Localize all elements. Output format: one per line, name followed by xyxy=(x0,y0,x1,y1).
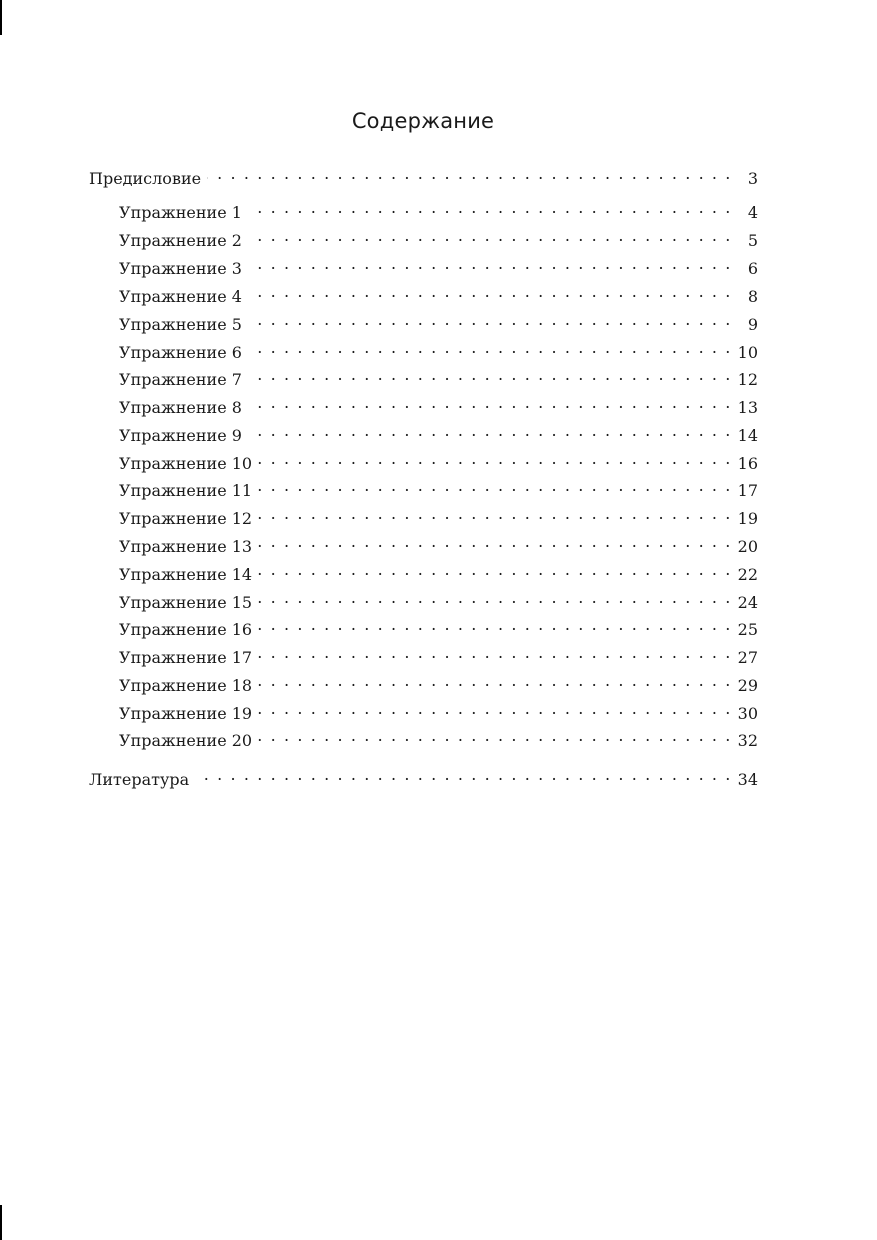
toc-entry-page: 19 xyxy=(737,509,758,528)
toc-entry-preface[interactable] xyxy=(89,164,758,189)
toc-entry-label: Упражнение 14 xyxy=(119,565,253,584)
toc-entry-exercise[interactable] xyxy=(119,560,758,585)
toc-entry-label: Упражнение 5 xyxy=(119,315,242,334)
toc-entry-page: 25 xyxy=(737,620,758,639)
toc-entry-page: 5 xyxy=(747,231,758,250)
dot-leader xyxy=(248,254,732,274)
dot-leader xyxy=(248,310,732,330)
toc-entry-page: 29 xyxy=(737,676,758,695)
toc-entry-exercise[interactable] xyxy=(119,198,758,223)
toc-entry-exercise[interactable] xyxy=(119,726,758,751)
toc-entry-label: Упражнение 8 xyxy=(119,398,242,417)
toc-entry-label: Упражнение 7 xyxy=(119,370,242,389)
toc-entry-page: 4 xyxy=(747,203,758,222)
dot-leader xyxy=(258,532,732,552)
dot-leader xyxy=(258,449,732,469)
toc-entry-page: 13 xyxy=(737,398,758,417)
toc-entry-literature[interactable] xyxy=(89,765,758,790)
toc-entry-page: 24 xyxy=(737,593,758,612)
toc-entry-exercise[interactable] xyxy=(119,282,758,307)
toc-entry-label: Упражнение 4 xyxy=(119,287,242,306)
toc-entry-exercise[interactable] xyxy=(119,476,758,501)
toc-entry-page: 10 xyxy=(737,343,758,362)
dot-leader xyxy=(248,198,732,218)
toc-entry-page: 20 xyxy=(737,537,758,556)
toc-entry-label: Упражнение 11 xyxy=(119,481,253,500)
toc-entry-label: Упражнение 6 xyxy=(119,343,242,362)
toc-entry-exercise[interactable] xyxy=(119,226,758,251)
toc-entry-page: 3 xyxy=(747,169,758,188)
toc-entry-exercise[interactable] xyxy=(119,365,758,390)
toc-entry-page: 6 xyxy=(747,259,758,278)
toc-entry-exercise[interactable] xyxy=(119,338,758,363)
toc-entry-page: 16 xyxy=(737,454,758,473)
toc-entry-label: Упражнение 17 xyxy=(119,648,253,667)
toc-entry-label: Упражнение 15 xyxy=(119,593,253,612)
toc-entry-exercise[interactable] xyxy=(119,643,758,668)
toc-entry-exercise[interactable] xyxy=(119,393,758,418)
toc-entry-label: Упражнение 1 xyxy=(119,203,242,222)
dot-leader xyxy=(248,421,732,441)
toc-entry-exercise[interactable] xyxy=(119,532,758,557)
toc-entry-exercise[interactable] xyxy=(119,449,758,474)
toc-entry-label: Упражнение 12 xyxy=(119,509,253,528)
dot-leader xyxy=(207,164,732,184)
dot-leader xyxy=(248,338,732,358)
dot-leader xyxy=(258,643,732,663)
toc-entry-exercise[interactable] xyxy=(119,615,758,640)
dot-leader xyxy=(248,226,732,246)
toc-entry-exercise[interactable] xyxy=(119,699,758,724)
toc-entry-exercise[interactable] xyxy=(119,421,758,446)
dot-leader xyxy=(248,365,732,385)
toc-entry-label: Упражнение 18 xyxy=(119,676,253,695)
toc-entry-page: 12 xyxy=(737,370,758,389)
dot-leader xyxy=(195,765,732,785)
toc-entry-label: Упражнение 3 xyxy=(119,259,242,278)
toc-entry-page: 32 xyxy=(737,731,758,750)
toc-entry-page: 22 xyxy=(737,565,758,584)
dot-leader xyxy=(258,560,732,580)
toc-entry-label: Предисловие xyxy=(89,169,202,188)
toc-entry-page: 34 xyxy=(737,770,758,789)
toc-entry-page: 17 xyxy=(737,481,758,500)
dot-leader xyxy=(258,671,732,691)
toc-entry-exercise[interactable] xyxy=(119,254,758,279)
toc-entry-exercise[interactable] xyxy=(119,588,758,613)
toc-entry-page: 9 xyxy=(747,315,758,334)
dot-leader xyxy=(258,476,732,496)
toc-entry-exercise[interactable] xyxy=(119,504,758,529)
dot-leader xyxy=(258,726,732,746)
toc-entry-page: 27 xyxy=(737,648,758,667)
toc-entry-page: 14 xyxy=(737,426,758,445)
dot-leader xyxy=(258,588,732,608)
toc-entry-page: 8 xyxy=(747,287,758,306)
dot-leader xyxy=(258,699,732,719)
toc-entry-label: Упражнение 19 xyxy=(119,704,253,723)
toc-entry-label: Упражнение 20 xyxy=(119,731,253,750)
dot-leader xyxy=(248,282,732,302)
toc-entry-exercise[interactable] xyxy=(119,310,758,335)
dot-leader xyxy=(258,504,732,524)
dot-leader xyxy=(248,393,732,413)
toc-entry-label: Упражнение 13 xyxy=(119,537,253,556)
toc-entry-page: 30 xyxy=(737,704,758,723)
dot-leader xyxy=(258,615,732,635)
toc-entry-label: Упражнение 9 xyxy=(119,426,242,445)
toc-entry-label: Упражнение 10 xyxy=(119,454,253,473)
toc-entry-label: Упражнение 16 xyxy=(119,620,253,639)
toc-entry-label: Упражнение 2 xyxy=(119,231,242,250)
toc-entry-label: Литература xyxy=(89,770,190,789)
toc-entry-exercise[interactable] xyxy=(119,671,758,696)
page-title: Содержание xyxy=(351,109,495,133)
